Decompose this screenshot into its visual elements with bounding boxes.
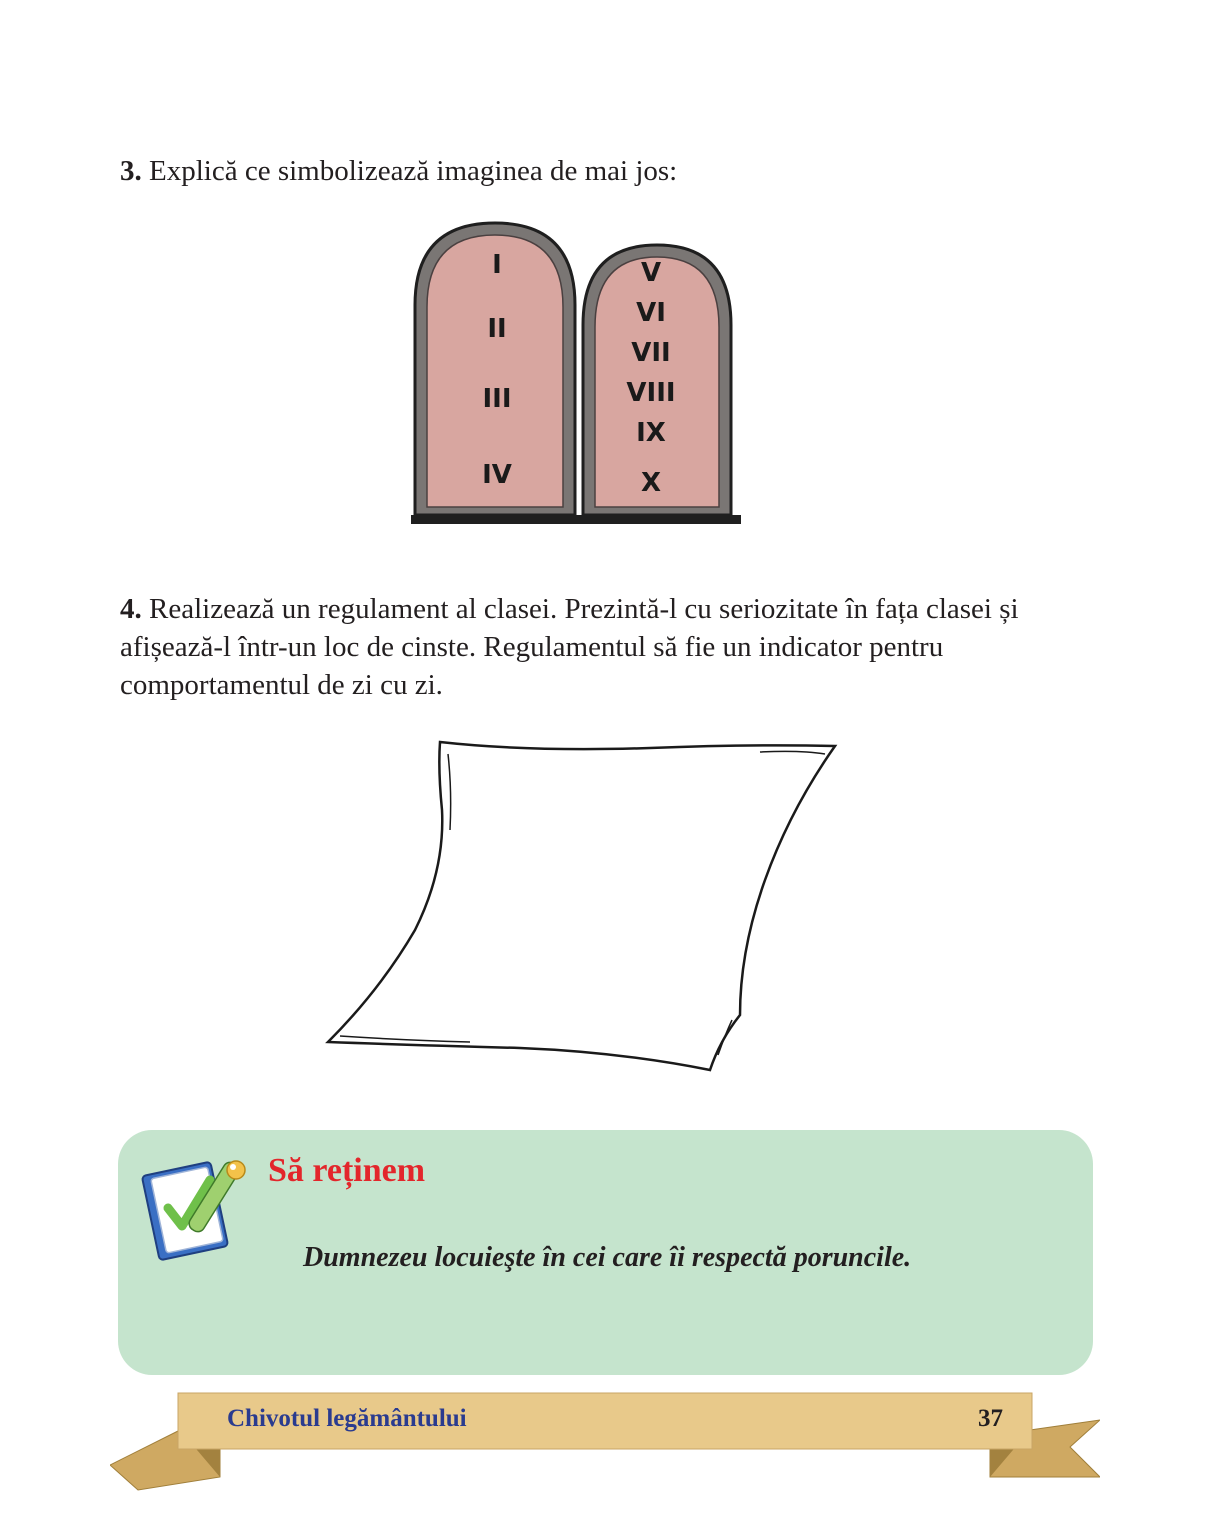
blank-paper-sheet-illustration (320, 730, 850, 1075)
footer-ribbon (110, 1385, 1100, 1495)
commandment-tablets-illustration (405, 215, 745, 535)
exercise-4-text: Realizează un regulament al clasei. Prezintă-l cu seriozitate în fața clasei și afișează-l într-un loc de cinste. Regulamentul să fie un indicator pentru comportamentul de zi cu zi. (120, 593, 1019, 701)
left-numeral-1: I (492, 250, 502, 280)
retain-text: Dumnezeu locuieşte în cei care îi respectă poruncile. (303, 1242, 912, 1273)
exercise-3-text: Explică ce simbolizează imaginea de mai jos: (149, 155, 678, 187)
right-numeral-4: VIII (626, 378, 676, 408)
exercise-3-number: 3. (120, 155, 142, 187)
left-numeral-2: II (487, 314, 507, 344)
retain-box (118, 1130, 1093, 1375)
left-numeral-3: III (482, 384, 512, 414)
right-numeral-6: X (640, 468, 662, 498)
left-numeral-4: IV (482, 460, 512, 490)
retain-title: Să reținem (268, 1152, 426, 1189)
right-numeral-3: VII (631, 338, 671, 368)
exercise-4 (120, 590, 1110, 704)
footer-chapter-title: Chivotul legământului (227, 1405, 467, 1432)
exercise-4-number: 4. (120, 593, 142, 625)
notepad-check-pencil-icon (136, 1150, 246, 1265)
right-numeral-2: VI (636, 298, 666, 328)
right-numeral-1: V (640, 258, 662, 288)
ribbon-shape (110, 1385, 1100, 1495)
exercise-3 (120, 152, 1110, 190)
page-number: 37 (978, 1405, 1003, 1432)
right-numeral-5: IX (636, 418, 666, 448)
